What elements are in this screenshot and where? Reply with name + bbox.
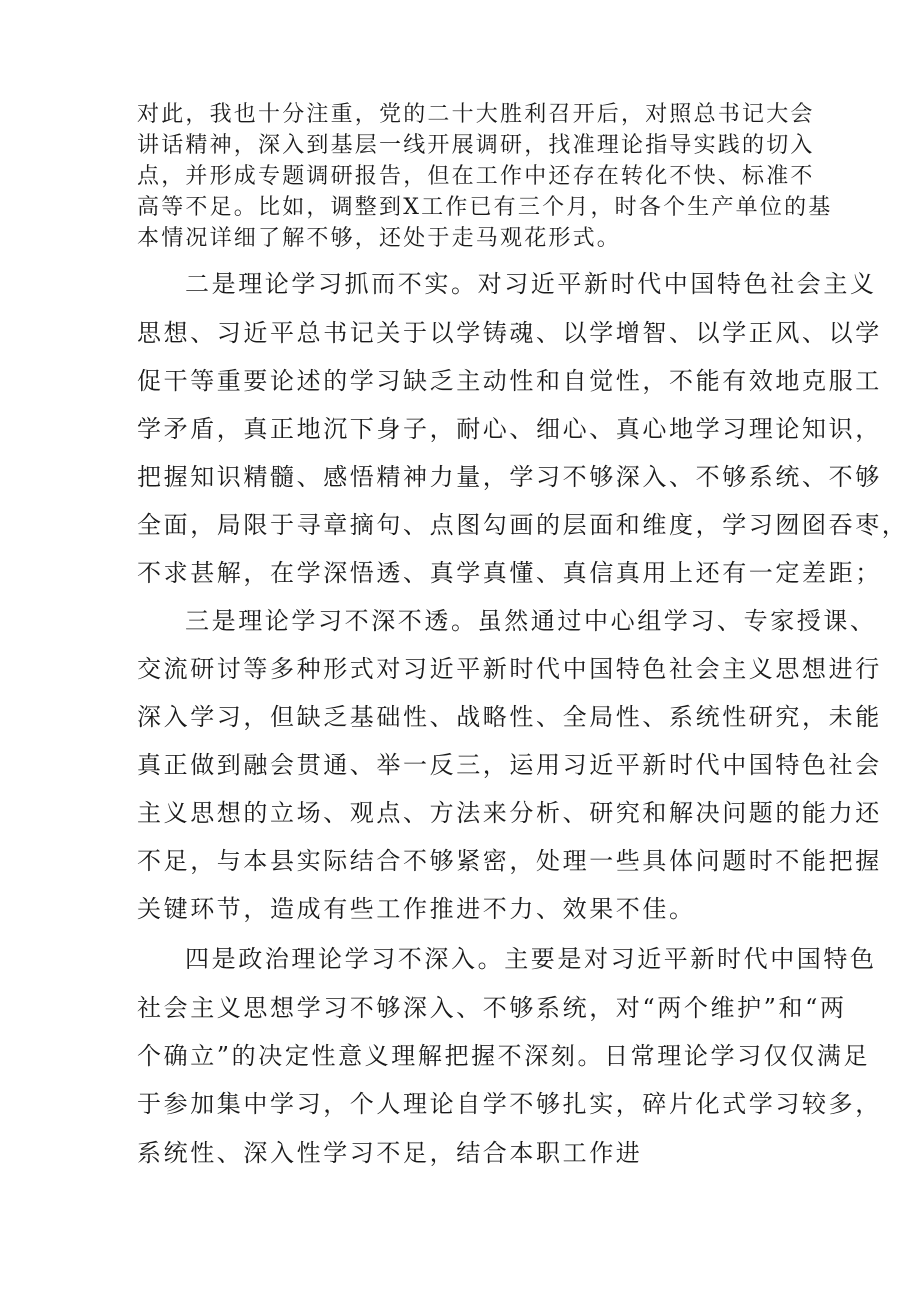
text-line: 不足，与本县实际结合不够紧密，处理一些具体问题时不能把握 [137, 847, 882, 875]
text-line: 社会主义思想学习不够深入、不够系统，对“两个维护”和“两 [137, 994, 847, 1022]
text-line: 全面，局限于寻章摘句、点图勾画的层面和维度，学习囫囵吞枣， [137, 511, 909, 539]
text-line: 对此，我也十分注重，党的二十大胜利召开后，对照总书记大会 [137, 102, 815, 127]
text-line: 交流研讨等多种形式对习近平新时代中国特色社会主义思想进行 [137, 655, 882, 683]
text-line: 个确立”的决定性意义理解把握不深刻。日常理论学习仅仅满足 [137, 1042, 871, 1070]
text-line: 点，并形成专题调研报告，但在工作中还存在转化不快、标准不 [137, 164, 815, 189]
text-line: 讲话精神，深入到基层一线开展调研，找准理论指导实践的切入 [137, 133, 815, 158]
text-line: 系统性、深入性学习不足，结合本职工作进 [137, 1139, 643, 1167]
text-line: 四是政治理论学习不深入。主要是对习近平新时代中国特色 [185, 945, 877, 973]
text-line: 学矛盾，真正地沉下身子，耐心、细心、真心地学习理论知识， [137, 415, 882, 443]
text-line: 深入学习，但缺乏基础性、战略性、全局性、系统性研究，未能 [137, 703, 882, 731]
text-line: 真正做到融会贯通、举一反三，运用习近平新时代中国特色社会 [137, 751, 882, 779]
text-line: 二是理论学习抓而不实。对习近平新时代中国特色社会主义 [185, 270, 877, 298]
text-line: 促干等重要论述的学习缺乏主动性和自觉性，不能有效地克服工 [137, 367, 882, 395]
text-line: 思想、习近平总书记关于以学铸魂、以学增智、以学正风、以学 [137, 319, 882, 347]
text-line: 三是理论学习不深不透。虽然通过中心组学习、专家授课、 [185, 607, 877, 635]
text-line: 高等不足。比如，调整到X工作已有三个月，时各个生产单位的基 [137, 195, 833, 220]
text-line: 于参加集中学习，个人理论自学不够扎实，碎片化式学习较多， [137, 1090, 882, 1118]
text-line: 本情况详细了解不够，还处于走马观花形式。 [137, 226, 622, 251]
text-line: 关键环节，造成有些工作推进不力、效果不佳。 [137, 895, 696, 923]
text-line: 不求甚解，在学深悟透、真学真懂、真信真用上还有一定差距； [137, 559, 882, 587]
text-line: 把握知识精髓、感悟精神力量，学习不够深入、不够系统、不够 [137, 463, 882, 491]
text-line: 主义思想的立场、观点、方法来分析、研究和解决问题的能力还 [137, 799, 882, 827]
